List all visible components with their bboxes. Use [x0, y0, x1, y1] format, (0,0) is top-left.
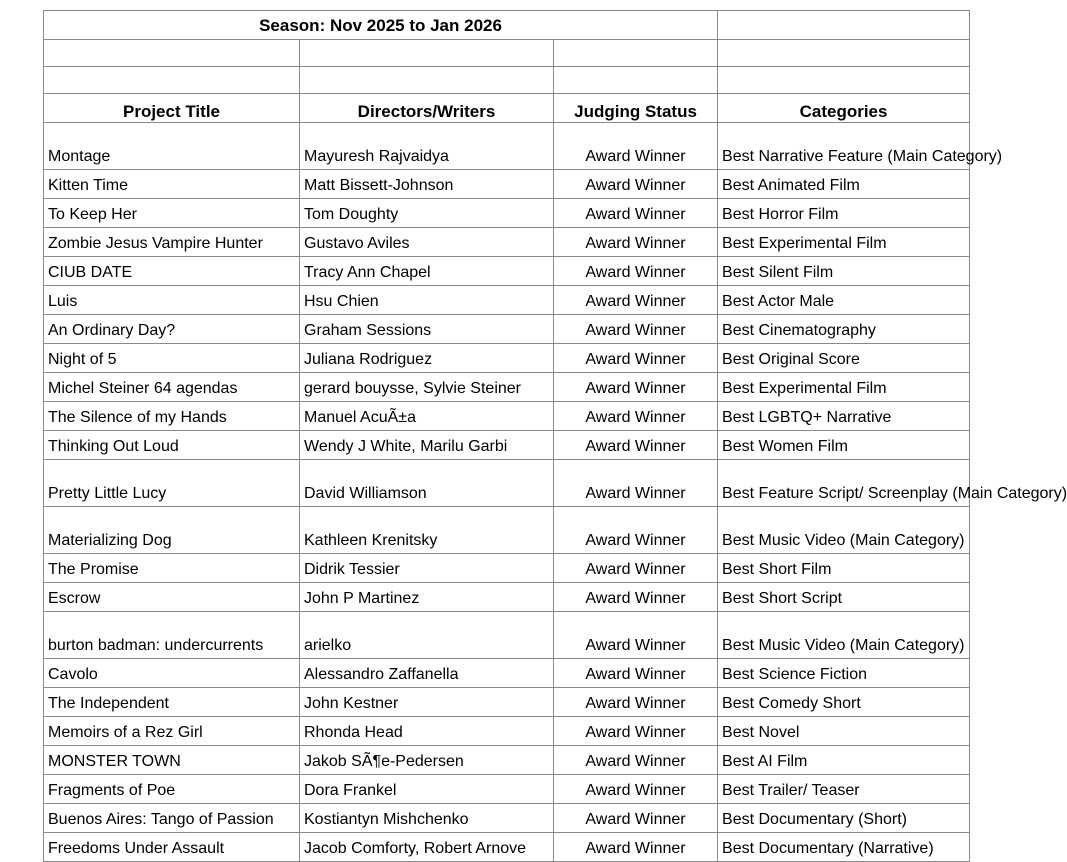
- project-title-cell: The Independent: [44, 688, 300, 717]
- awards-table: [43, 10, 1067, 862]
- project-title-cell: The Promise: [44, 554, 300, 583]
- category-cell: Best LGBTQ+ Narrative: [718, 402, 970, 431]
- judging-status-cell: Award Winner: [554, 746, 718, 775]
- category-cell: Best Music Video (Main Category): [718, 612, 970, 659]
- judging-status-cell: Award Winner: [554, 344, 718, 373]
- season-row: [44, 11, 970, 40]
- project-title-cell: CIUB DATE: [44, 257, 300, 286]
- category-cell: Best Music Video (Main Category): [718, 507, 970, 554]
- directors-cell: Jacob Comforty, Robert Arnove: [300, 833, 554, 862]
- project-title-cell: Cavolo: [44, 659, 300, 688]
- project-title-cell: Memoirs of a Rez Girl: [44, 717, 300, 746]
- judging-status-cell: Award Winner: [554, 373, 718, 402]
- table-row: [44, 402, 970, 431]
- category-cell: Best Horror Film: [718, 199, 970, 228]
- project-title-cell: Thinking Out Loud: [44, 431, 300, 460]
- directors-cell: Graham Sessions: [300, 315, 554, 344]
- judging-status-cell: Award Winner: [554, 170, 718, 199]
- directors-cell: John P Martinez: [300, 583, 554, 612]
- header-judging-status: Judging Status: [554, 94, 718, 123]
- judging-status-cell: Award Winner: [554, 659, 718, 688]
- directors-cell: Gustavo Aviles: [300, 228, 554, 257]
- judging-status-cell: Award Winner: [554, 123, 718, 170]
- judging-status-cell: Award Winner: [554, 228, 718, 257]
- judging-status-cell: Award Winner: [554, 833, 718, 862]
- table-row: [44, 431, 970, 460]
- directors-cell: Juliana Rodriguez: [300, 344, 554, 373]
- project-title-cell: Luis: [44, 286, 300, 315]
- project-title-cell: Kitten Time: [44, 170, 300, 199]
- judging-status-cell: Award Winner: [554, 583, 718, 612]
- category-cell: Best Trailer/ Teaser: [718, 775, 970, 804]
- directors-cell: Matt Bissett-Johnson: [300, 170, 554, 199]
- table-row: [44, 199, 970, 228]
- table-row: [44, 344, 970, 373]
- category-cell: Best Cinematography: [718, 315, 970, 344]
- directors-cell: arielko: [300, 612, 554, 659]
- project-title-cell: Materializing Dog: [44, 507, 300, 554]
- table-row: [44, 833, 970, 862]
- empty-cell: [554, 67, 718, 94]
- directors-cell: Rhonda Head: [300, 717, 554, 746]
- directors-cell: John Kestner: [300, 688, 554, 717]
- judging-status-cell: Award Winner: [554, 460, 718, 507]
- judging-status-cell: Award Winner: [554, 775, 718, 804]
- category-cell: Best Feature Script/ Screenplay (Main Category): [718, 460, 970, 507]
- category-cell: Best Novel: [718, 717, 970, 746]
- category-cell: Best Experimental Film: [718, 373, 970, 402]
- category-cell: Best Silent Film: [718, 257, 970, 286]
- blank-row: [44, 40, 970, 67]
- category-cell: Best Original Score: [718, 344, 970, 373]
- directors-cell: Tracy Ann Chapel: [300, 257, 554, 286]
- directors-cell: David Williamson: [300, 460, 554, 507]
- judging-status-cell: Award Winner: [554, 507, 718, 554]
- directors-cell: Dora Frankel: [300, 775, 554, 804]
- directors-cell: Kathleen Krenitsky: [300, 507, 554, 554]
- directors-cell: Didrik Tessier: [300, 554, 554, 583]
- table-row: [44, 612, 970, 659]
- category-cell: Best Short Script: [718, 583, 970, 612]
- directors-cell: Tom Doughty: [300, 199, 554, 228]
- directors-cell: Hsu Chien: [300, 286, 554, 315]
- category-cell: Best Narrative Feature (Main Category): [718, 123, 970, 170]
- category-cell: Best Documentary (Narrative): [718, 833, 970, 862]
- table-row: [44, 775, 970, 804]
- directors-cell: Jakob SÃ¶e-Pedersen: [300, 746, 554, 775]
- project-title-cell: MONSTER TOWN: [44, 746, 300, 775]
- judging-status-cell: Award Winner: [554, 688, 718, 717]
- table-row: [44, 460, 970, 507]
- table-row: [44, 257, 970, 286]
- directors-cell: Manuel AcuÃ±a: [300, 402, 554, 431]
- directors-cell: gerard bouysse, Sylvie Steiner: [300, 373, 554, 402]
- table-row: [44, 804, 970, 833]
- category-cell: Best Women Film: [718, 431, 970, 460]
- category-cell: Best Comedy Short: [718, 688, 970, 717]
- header-directors-writers: Directors/Writers: [300, 94, 554, 123]
- empty-cell: [44, 40, 300, 67]
- directors-cell: Wendy J White, Marilu Garbi: [300, 431, 554, 460]
- project-title-cell: Buenos Aires: Tango of Passion: [44, 804, 300, 833]
- judging-status-cell: Award Winner: [554, 199, 718, 228]
- category-cell: Best Animated Film: [718, 170, 970, 199]
- judging-status-cell: Award Winner: [554, 804, 718, 833]
- empty-cell: [300, 67, 554, 94]
- category-cell: Best Science Fiction: [718, 659, 970, 688]
- project-title-cell: Michel Steiner 64 agendas: [44, 373, 300, 402]
- table-row: [44, 659, 970, 688]
- category-cell: Best Documentary (Short): [718, 804, 970, 833]
- judging-status-cell: Award Winner: [554, 431, 718, 460]
- table-row: [44, 315, 970, 344]
- table-row: [44, 583, 970, 612]
- project-title-cell: An Ordinary Day?: [44, 315, 300, 344]
- project-title-cell: Fragments of Poe: [44, 775, 300, 804]
- empty-cell: [554, 40, 718, 67]
- empty-cell: [300, 40, 554, 67]
- category-cell: Best AI Film: [718, 746, 970, 775]
- project-title-cell: To Keep Her: [44, 199, 300, 228]
- table-row: [44, 286, 970, 315]
- project-title-cell: Pretty Little Lucy: [44, 460, 300, 507]
- judging-status-cell: Award Winner: [554, 257, 718, 286]
- table-row: [44, 717, 970, 746]
- judging-status-cell: Award Winner: [554, 315, 718, 344]
- table-row: [44, 170, 970, 199]
- directors-cell: Kostiantyn Mishchenko: [300, 804, 554, 833]
- table-row: [44, 123, 970, 170]
- category-cell: Best Actor Male: [718, 286, 970, 315]
- header-categories: Categories: [718, 94, 970, 123]
- project-title-cell: Escrow: [44, 583, 300, 612]
- blank-row: [44, 67, 970, 94]
- table-row: [44, 688, 970, 717]
- header-row: [44, 94, 970, 123]
- judging-status-cell: Award Winner: [554, 612, 718, 659]
- project-title-cell: The Silence of my Hands: [44, 402, 300, 431]
- season-title: Season: Nov 2025 to Jan 2026: [44, 11, 718, 40]
- category-cell: Best Short Film: [718, 554, 970, 583]
- table-row: [44, 373, 970, 402]
- table-row: [44, 507, 970, 554]
- project-title-cell: Zombie Jesus Vampire Hunter: [44, 228, 300, 257]
- table-row: [44, 554, 970, 583]
- directors-cell: Mayuresh Rajvaidya: [300, 123, 554, 170]
- table-row: [44, 746, 970, 775]
- header-project-title: Project Title: [44, 94, 300, 123]
- judging-status-cell: Award Winner: [554, 402, 718, 431]
- table-row: [44, 228, 970, 257]
- project-title-cell: Freedoms Under Assault: [44, 833, 300, 862]
- empty-cell: [718, 40, 970, 67]
- project-title-cell: Montage: [44, 123, 300, 170]
- project-title-cell: burton badman: undercurrents: [44, 612, 300, 659]
- empty-cell: [718, 11, 970, 40]
- project-title-cell: Night of 5: [44, 344, 300, 373]
- category-cell: Best Experimental Film: [718, 228, 970, 257]
- directors-cell: Alessandro Zaffanella: [300, 659, 554, 688]
- empty-cell: [44, 67, 300, 94]
- judging-status-cell: Award Winner: [554, 554, 718, 583]
- judging-status-cell: Award Winner: [554, 286, 718, 315]
- empty-cell: [718, 67, 970, 94]
- judging-status-cell: Award Winner: [554, 717, 718, 746]
